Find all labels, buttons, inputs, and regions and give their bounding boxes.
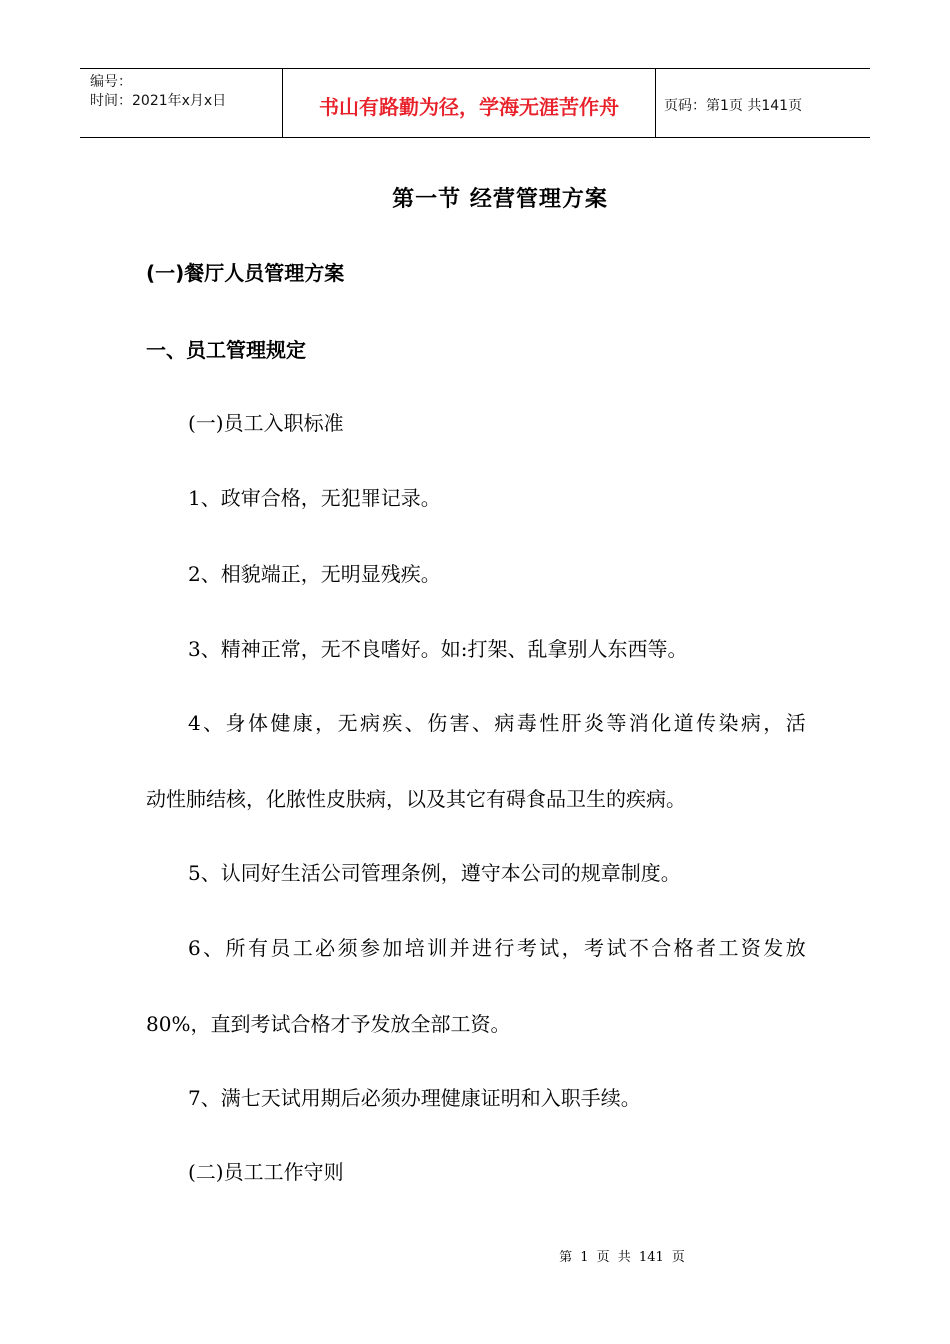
justified-char: 发	[763, 936, 784, 960]
header-motto: 书山有路勤为径，学海无涯苦作舟	[282, 69, 656, 137]
justified-char: 行	[494, 936, 515, 960]
justified-char: 格	[673, 936, 694, 960]
list-item-2: 2、相貌端正，无明显残疾。	[188, 562, 441, 586]
justified-char: ，	[561, 936, 582, 960]
justified-char: 体	[247, 711, 268, 735]
justified-char: 、	[203, 711, 224, 735]
justified-char: 试	[606, 936, 627, 960]
list-item-6-line-1	[188, 934, 806, 962]
list-item-3: 3、精神正常，无不良嗜好。如:打架、乱拿别人东西等。	[188, 637, 688, 661]
justified-char: 伤	[427, 711, 448, 735]
subsection-heading-1: (一)员工入职标准	[188, 411, 344, 435]
document-title: 第一节 经营管理方案	[392, 187, 608, 212]
justified-char: 消	[628, 711, 649, 735]
justified-char: 无	[337, 711, 358, 735]
list-item-1: 1、政审合格，无犯罪记录。	[188, 486, 441, 510]
justified-char: 病	[359, 711, 380, 735]
justified-char: ，	[763, 711, 784, 735]
justified-char: 6	[188, 936, 201, 960]
document-number-label: 编号：	[90, 74, 132, 90]
header-meta	[80, 69, 282, 137]
justified-char: 病	[740, 711, 761, 735]
justified-char: 并	[449, 936, 470, 960]
justified-char: 疾	[382, 711, 403, 735]
justified-char: 肝	[561, 711, 582, 735]
justified-char: 须	[337, 936, 358, 960]
list-item-7: 7、满七天试用期后必须办理健康证明和入职手续。	[188, 1086, 641, 1110]
justified-char: 康	[292, 711, 313, 735]
list-item-4-line-1	[188, 709, 806, 737]
justified-char: 必	[315, 936, 336, 960]
justified-char: 考	[516, 936, 537, 960]
subsection-heading-2: (二)员工工作守则	[188, 1160, 344, 1184]
page-header	[80, 68, 870, 138]
justified-char: 道	[673, 711, 694, 735]
justified-char: 传	[696, 711, 717, 735]
justified-char: 不	[628, 936, 649, 960]
justified-char: 者	[696, 936, 717, 960]
chapter-heading: 一、员工管理规定	[146, 338, 306, 362]
justified-char: 员	[270, 936, 291, 960]
list-item-5: 5、认同好生活公司管理条例，遵守本公司的规章制度。	[188, 861, 681, 885]
page-footer: 第 1 页 共 141 页	[559, 1250, 685, 1265]
justified-char: 资	[740, 936, 761, 960]
justified-char: 进	[472, 936, 493, 960]
justified-char: 加	[382, 936, 403, 960]
document-date: 时间：2021年x月x日	[90, 93, 227, 109]
justified-char: 考	[584, 936, 605, 960]
header-page-info: 页码：第1页 共141页	[664, 98, 803, 114]
justified-char: ，	[315, 711, 336, 735]
justified-char: 、	[472, 711, 493, 735]
justified-char: 4	[188, 711, 201, 735]
justified-char: 染	[718, 711, 739, 735]
justified-char: 培	[404, 936, 425, 960]
justified-char: 所	[225, 936, 246, 960]
justified-char: 工	[718, 936, 739, 960]
justified-char: 试	[539, 936, 560, 960]
justified-char: 等	[606, 711, 627, 735]
justified-char: 训	[427, 936, 448, 960]
justified-char: 放	[785, 936, 806, 960]
justified-char: 有	[247, 936, 268, 960]
list-item-4-line-2: 动性肺结核，化脓性皮肤病，以及其它有碍食品卫生的疾病。	[146, 787, 686, 811]
justified-char: 参	[359, 936, 380, 960]
justified-char: 害	[449, 711, 470, 735]
section-heading: (一)餐厅人员管理方案	[146, 261, 345, 285]
justified-char: 合	[651, 936, 672, 960]
justified-char: 活	[785, 711, 806, 735]
justified-char: 工	[292, 936, 313, 960]
justified-char: 身	[225, 711, 246, 735]
justified-char: 化	[651, 711, 672, 735]
list-item-6-line-2: 80%，直到考试合格才予发放全部工资。	[146, 1012, 511, 1036]
justified-char: 、	[203, 936, 224, 960]
justified-char: 健	[270, 711, 291, 735]
justified-char: 性	[539, 711, 560, 735]
justified-char: 炎	[584, 711, 605, 735]
justified-char: 病	[494, 711, 515, 735]
justified-char: 毒	[516, 711, 537, 735]
justified-char: 、	[404, 711, 425, 735]
